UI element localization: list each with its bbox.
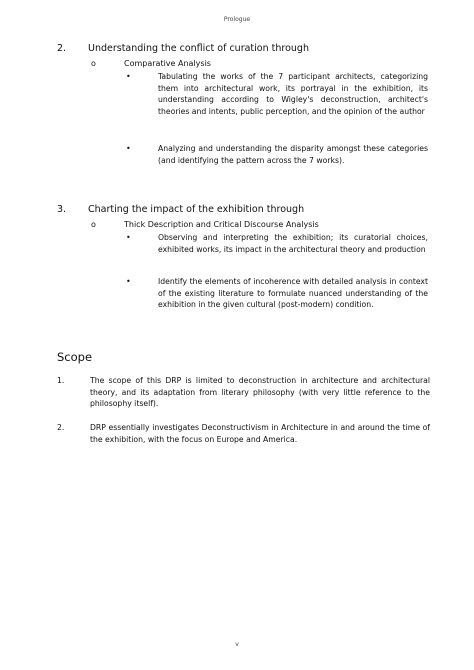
hollow-bullet-icon: o <box>91 59 96 68</box>
section-title: Charting the impact of the exhibition through <box>88 204 305 215</box>
section-number: 3. <box>57 204 67 215</box>
list-item: Observing and interpreting the exhibition; its curatorial choices, exhibited works, its impact in the architectural theory and production <box>158 233 428 254</box>
scope-item-text: DRP essentially investigates Deconstructivism in Architecture in and around the time of the exhibition, with the focus on Europe and America. <box>90 423 430 444</box>
list-item: Identify the elements of incoherence with detailed analysis in context of the existing literature to formulate nuanced understanding of the exhibition in the given cultural (post-modern) condition. <box>158 277 428 310</box>
bullet-dot-icon: • <box>126 277 131 286</box>
scope-item-number: 1. <box>57 376 65 385</box>
list-item: Tabulating the works of the 7 participant architects, categorizing them into architectural work, its portrayal in the exhibition, its understanding according to Wigley's deconstruction, architect's theories and intents, public perception, and the opinion of the author <box>158 72 428 116</box>
hollow-bullet-icon: o <box>91 220 96 229</box>
bullet-dot-icon: • <box>126 144 131 153</box>
subsection-title: Thick Description and Critical Discourse Analysis <box>124 220 319 229</box>
section-title: Understanding the conflict of curation through <box>88 43 309 54</box>
section-number: 2. <box>57 43 67 54</box>
bullet-dot-icon: • <box>126 233 131 242</box>
list-item: Analyzing and understanding the disparity amongst these categories (and identifying the pattern across the 7 works). <box>158 144 428 165</box>
page-number: v <box>235 641 239 648</box>
bullet-dot-icon: • <box>126 72 131 81</box>
scope-heading: Scope <box>57 350 93 364</box>
subsection-title: Comparative Analysis <box>124 59 211 68</box>
running-header: Prologue <box>223 16 251 23</box>
scope-item-number: 2. <box>57 423 65 432</box>
scope-item-text: The scope of this DRP is limited to deconstruction in architecture and architectural theory, and its adaptation from literary philosophy (with very little reference to the philosophy itself). <box>90 376 430 409</box>
